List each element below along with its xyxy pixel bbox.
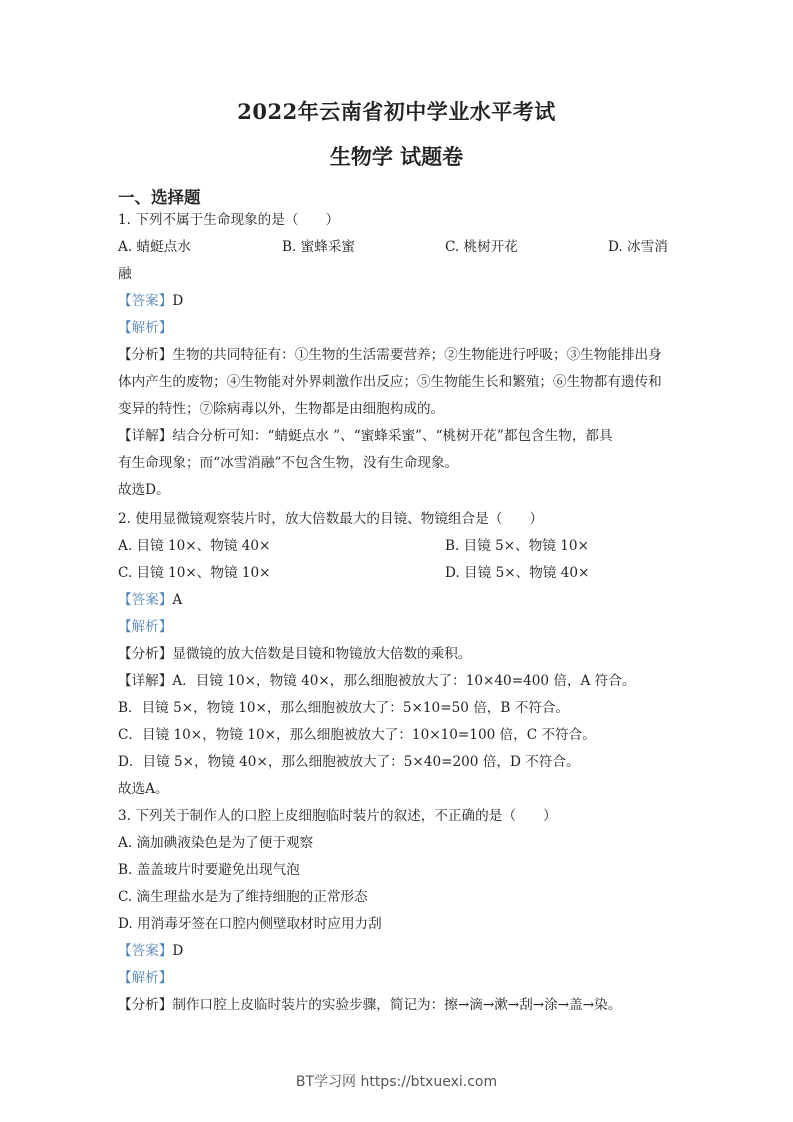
question-2-answer xyxy=(118,591,182,609)
question-3-answer xyxy=(118,942,183,960)
analysis-label: 【分析】 xyxy=(118,646,173,662)
question-1-option-b: B. 蜜蜂采蜜 xyxy=(282,239,356,255)
question-1-detail-line-2: 有生命现象；而“冰雪消融”不包含生物，没有生命现象。 xyxy=(118,455,459,471)
question-2-option-c: C. 目镜 10×、物镜 10× xyxy=(118,565,271,581)
answer-value: D xyxy=(172,943,184,959)
answer-label: 【答案】 xyxy=(118,592,173,608)
question-1-analysis-line-1 xyxy=(118,346,662,364)
question-3-option-d: D. 用消毒牙签在口腔内侧壁取材时应用力刮 xyxy=(118,916,382,932)
analysis-label: 【分析】 xyxy=(118,347,173,363)
question-3-option-a: A. 滴加碘液染色是为了便于观察 xyxy=(118,835,314,851)
question-1-option-c: C. 桃树开花 xyxy=(445,239,518,255)
question-3-analysis-line-1 xyxy=(118,996,621,1014)
detail-label: 【详解】 xyxy=(118,673,173,689)
question-1-analysis-header: 【解析】 xyxy=(118,320,173,336)
detail-label: 【详解】 xyxy=(118,428,173,444)
question-1-analysis-line-2: 体内产生的废物；④生物能对外界刺激作出反应；⑤生物能生长和繁殖；⑥生物都有遗传和 xyxy=(118,374,662,390)
section-heading: 一、选择题 xyxy=(118,188,201,207)
answer-label: 【答案】 xyxy=(118,943,173,959)
question-2-detail-line-1 xyxy=(118,672,635,690)
document-title: 2022年云南省初中学业水平考试 xyxy=(237,99,556,124)
question-3-stem: 3. 下列关于制作人的口腔上皮细胞临时装片的叙述，不正确的是（ ） xyxy=(118,808,557,824)
question-1-answer xyxy=(118,292,183,310)
question-1-option-d-wrap: 融 xyxy=(118,266,132,282)
question-2-detail-line-3: C．目镜 10×，物镜 10×，那么细胞被放大了：10×10=100 倍，C 不符合。 xyxy=(118,727,596,743)
question-2-analysis-header: 【解析】 xyxy=(118,619,173,635)
question-1-option-d: D. 冰雪消 xyxy=(608,239,668,255)
question-1-option-a: A. 蜻蜓点水 xyxy=(118,239,191,255)
question-2-option-d: D. 目镜 5×、物镜 40× xyxy=(445,565,590,581)
question-1-conclusion: 故选D。 xyxy=(118,482,170,498)
document-subtitle: 生物学 试题卷 xyxy=(329,144,464,169)
question-2-option-a: A. 目镜 10×、物镜 40× xyxy=(118,538,271,554)
question-1-detail-line-1 xyxy=(118,427,613,445)
question-2-detail-line-2: B．目镜 5×，物镜 10×，那么细胞被放大了：5×10=50 倍，B 不符合。 xyxy=(118,700,570,716)
footer-watermark: BT学习网 https://btxuexi.com xyxy=(295,1074,498,1090)
question-2-stem: 2. 使用显微镜观察装片时，放大倍数最大的目镜、物镜组合是（ ） xyxy=(118,511,544,527)
question-3-option-c: C. 滴生理盐水是为了维持细胞的正常形态 xyxy=(118,889,368,905)
detail-text: 结合分析可知：“蜻蜓点水 ”、“蜜蜂采蜜”、“桃树开花”都包含生物，都具 xyxy=(172,428,613,444)
answer-value: D xyxy=(172,293,184,309)
analysis-text: 制作口腔上皮临时装片的实验步骤，简记为：擦→滴→漱→刮→涂→盖→染。 xyxy=(172,997,622,1013)
analysis-text: 显微镜的放大倍数是目镜和物镜放大倍数的乘积。 xyxy=(172,646,472,662)
question-3-option-b: B. 盖盖玻片时要避免出现气泡 xyxy=(118,862,300,878)
question-2-conclusion: 故选A。 xyxy=(118,781,169,797)
analysis-label: 【分析】 xyxy=(118,997,173,1013)
question-3-analysis-header: 【解析】 xyxy=(118,970,173,986)
question-1-analysis-line-3: 变异的特性；⑦除病毒以外，生物都是由细胞构成的。 xyxy=(118,401,445,417)
detail-text: A．目镜 10×，物镜 40×，那么细胞被放大了：10×40=400 倍，A 符合。 xyxy=(172,673,636,689)
answer-value: A xyxy=(172,592,183,608)
question-1-stem: 1. 下列不属于生命现象的是（ ） xyxy=(118,212,340,228)
question-2-detail-line-4: D．目镜 5×，物镜 40×，那么细胞被放大了：5×40=200 倍，D 不符合。 xyxy=(118,754,580,770)
question-2-analysis-line-1 xyxy=(118,645,471,663)
answer-label: 【答案】 xyxy=(118,293,173,309)
question-2-option-b: B. 目镜 5×、物镜 10× xyxy=(445,538,589,554)
analysis-text: 生物的共同特征有：①生物的生活需要营养；②生物能进行呼吸；③生物能排出身 xyxy=(172,347,662,363)
